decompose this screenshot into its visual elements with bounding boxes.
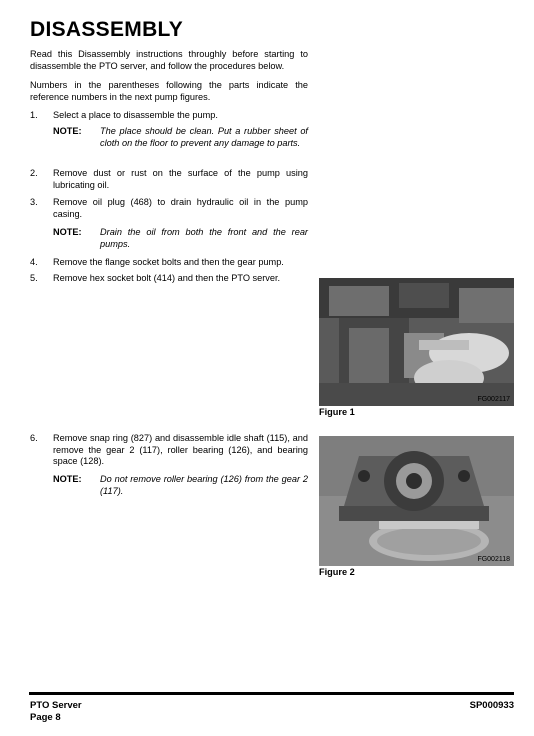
step-text: Select a place to disassemble the pump.: [53, 110, 218, 120]
step-number: 3.: [30, 197, 38, 207]
note-label: NOTE:: [53, 227, 82, 237]
pump-disassembly-image: [319, 278, 514, 406]
footer-section: PTO Server: [30, 700, 82, 711]
note-text: Drain the oil from both the front and the rear pumps.: [100, 227, 308, 249]
intro-paragraph-2: Numbers in the parentheses following the parts indicate the reference numbers in the next pump figures.: [30, 80, 308, 102]
note-text: The place should be clean. Put a rubber sheet of cloth on the floor to prevent any damage to parts.: [100, 126, 308, 148]
step-text: Remove the flange socket bolts and then the gear pump.: [53, 257, 284, 267]
step-text: Remove hex socket bolt (414) and then the PTO server.: [53, 273, 281, 283]
note-text: Do not remove roller bearing (126) from the gear 2 (117).: [100, 474, 308, 496]
note-label: NOTE:: [53, 126, 82, 136]
figure-code: FG002118: [477, 556, 510, 563]
gear-assembly-image: [319, 436, 514, 566]
step-number: 2.: [30, 168, 38, 178]
step-number: 5.: [30, 273, 38, 283]
step-text: Remove snap ring (827) and disassemble idle shaft (115), and remove the gear 2 (117), roller bearing (126), and bearing space (128).: [53, 433, 308, 466]
step-number: 1.: [30, 110, 38, 120]
figure-1-caption: Figure 1: [319, 407, 355, 417]
figure-2-photo: [319, 436, 514, 566]
step-number: 6.: [30, 433, 38, 443]
step-text: Remove dust or rust on the surface of the pump using lubricating oil.: [53, 168, 308, 190]
note-label: NOTE:: [53, 474, 82, 484]
step-text: Remove oil plug (468) to drain hydraulic oil in the pump casing.: [53, 197, 308, 219]
figure-1-photo: [319, 278, 514, 406]
footer-doc-id: SP000933: [469, 700, 514, 711]
footer-rule: [29, 692, 514, 695]
footer-page-number: Page 8: [30, 712, 61, 723]
figure-2-caption: Figure 2: [319, 567, 355, 577]
step-number: 4.: [30, 257, 38, 267]
page-title: DISASSEMBLY: [30, 18, 184, 41]
figure-code: FG002117: [477, 396, 510, 403]
intro-paragraph-1: Read this Disassembly instructions throughly before starting to disassemble the PTO server, and follow the procedures below.: [30, 49, 308, 71]
